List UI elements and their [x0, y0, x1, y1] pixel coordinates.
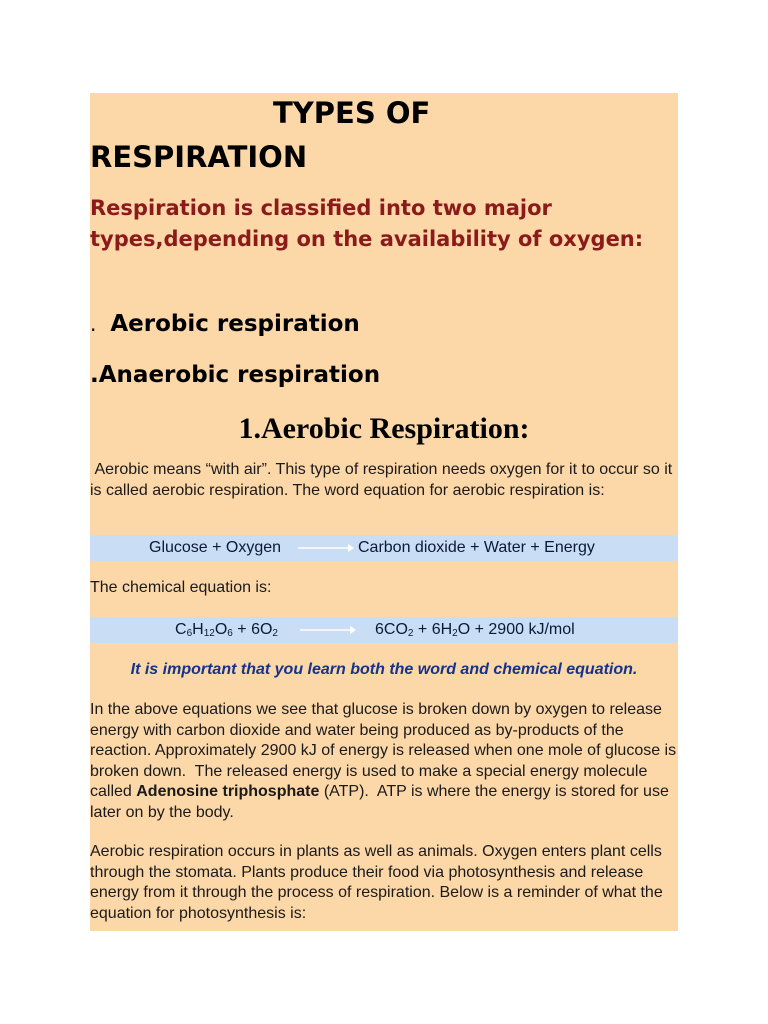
paragraph-intro: Aerobic means “with air”. This type of respiration needs oxygen for it to occur so it is called aerobic respiration. The word equation for aerobic respiration is: — [90, 461, 677, 499]
word-equation-band — [90, 535, 678, 561]
intro-text: Respiration is classified into two major types,depending on the availability of oxygen: — [90, 196, 644, 251]
chemical-equation-intro: The chemical equation is: — [90, 579, 272, 596]
page-title-line-1: TYPES OF — [273, 96, 431, 130]
chemical-equation-products: $6CO_2 + 6H_2O + 2900$ kJ/mol — [375, 621, 575, 639]
type-label: Anaerobic respiration — [98, 362, 381, 388]
word-equation-products: Carbon dioxide + Water + Energy — [358, 539, 595, 556]
page-title-line-2: RESPIRATION — [90, 140, 308, 174]
type-item-anaerobic — [90, 360, 380, 390]
chemical-equation-reactants: $C_6H_{12}O_6 + 6O_2$ — [175, 621, 278, 639]
bullet-marker: . — [90, 312, 97, 336]
important-note: It is important that you learn both the word and chemical equation. — [130, 661, 638, 678]
paragraph-plants: Aerobic respiration occurs in plants as well as animals. Oxygen enters plant cells through the stomata. Plants produce their food via photosynthesis and release energy from it through the process of respiration. Below is a reminder of what the equation for photosynthesis is: — [90, 843, 663, 922]
chemical-equation-band — [90, 617, 678, 643]
type-item-aerobic — [90, 309, 360, 339]
word-equation-reactants: Glucose + Oxygen — [149, 539, 282, 556]
paragraph-explanation: In the above equations we see that glucose is broken down by oxygen to release energy with carbon dioxide and water being produced as by-products of the reaction. Approximately 2900 kJ of energy is released when one mole of glucose is broken down. The released energy is used to make a special energy molecule called Adenosine triphosphate (ATP). ATP is where the energy is stored for use later on by the body. — [90, 701, 681, 821]
type-label: Aerobic respiration — [110, 311, 360, 337]
arrow-right-icon — [300, 625, 356, 635]
arrow-right-icon — [298, 543, 354, 553]
section-heading: 1.Aerobic Respiration: — [238, 412, 530, 445]
document-page — [90, 93, 681, 931]
bullet-marker: . — [90, 362, 99, 388]
atp-term: Adenosine triphosphate — [136, 783, 320, 800]
